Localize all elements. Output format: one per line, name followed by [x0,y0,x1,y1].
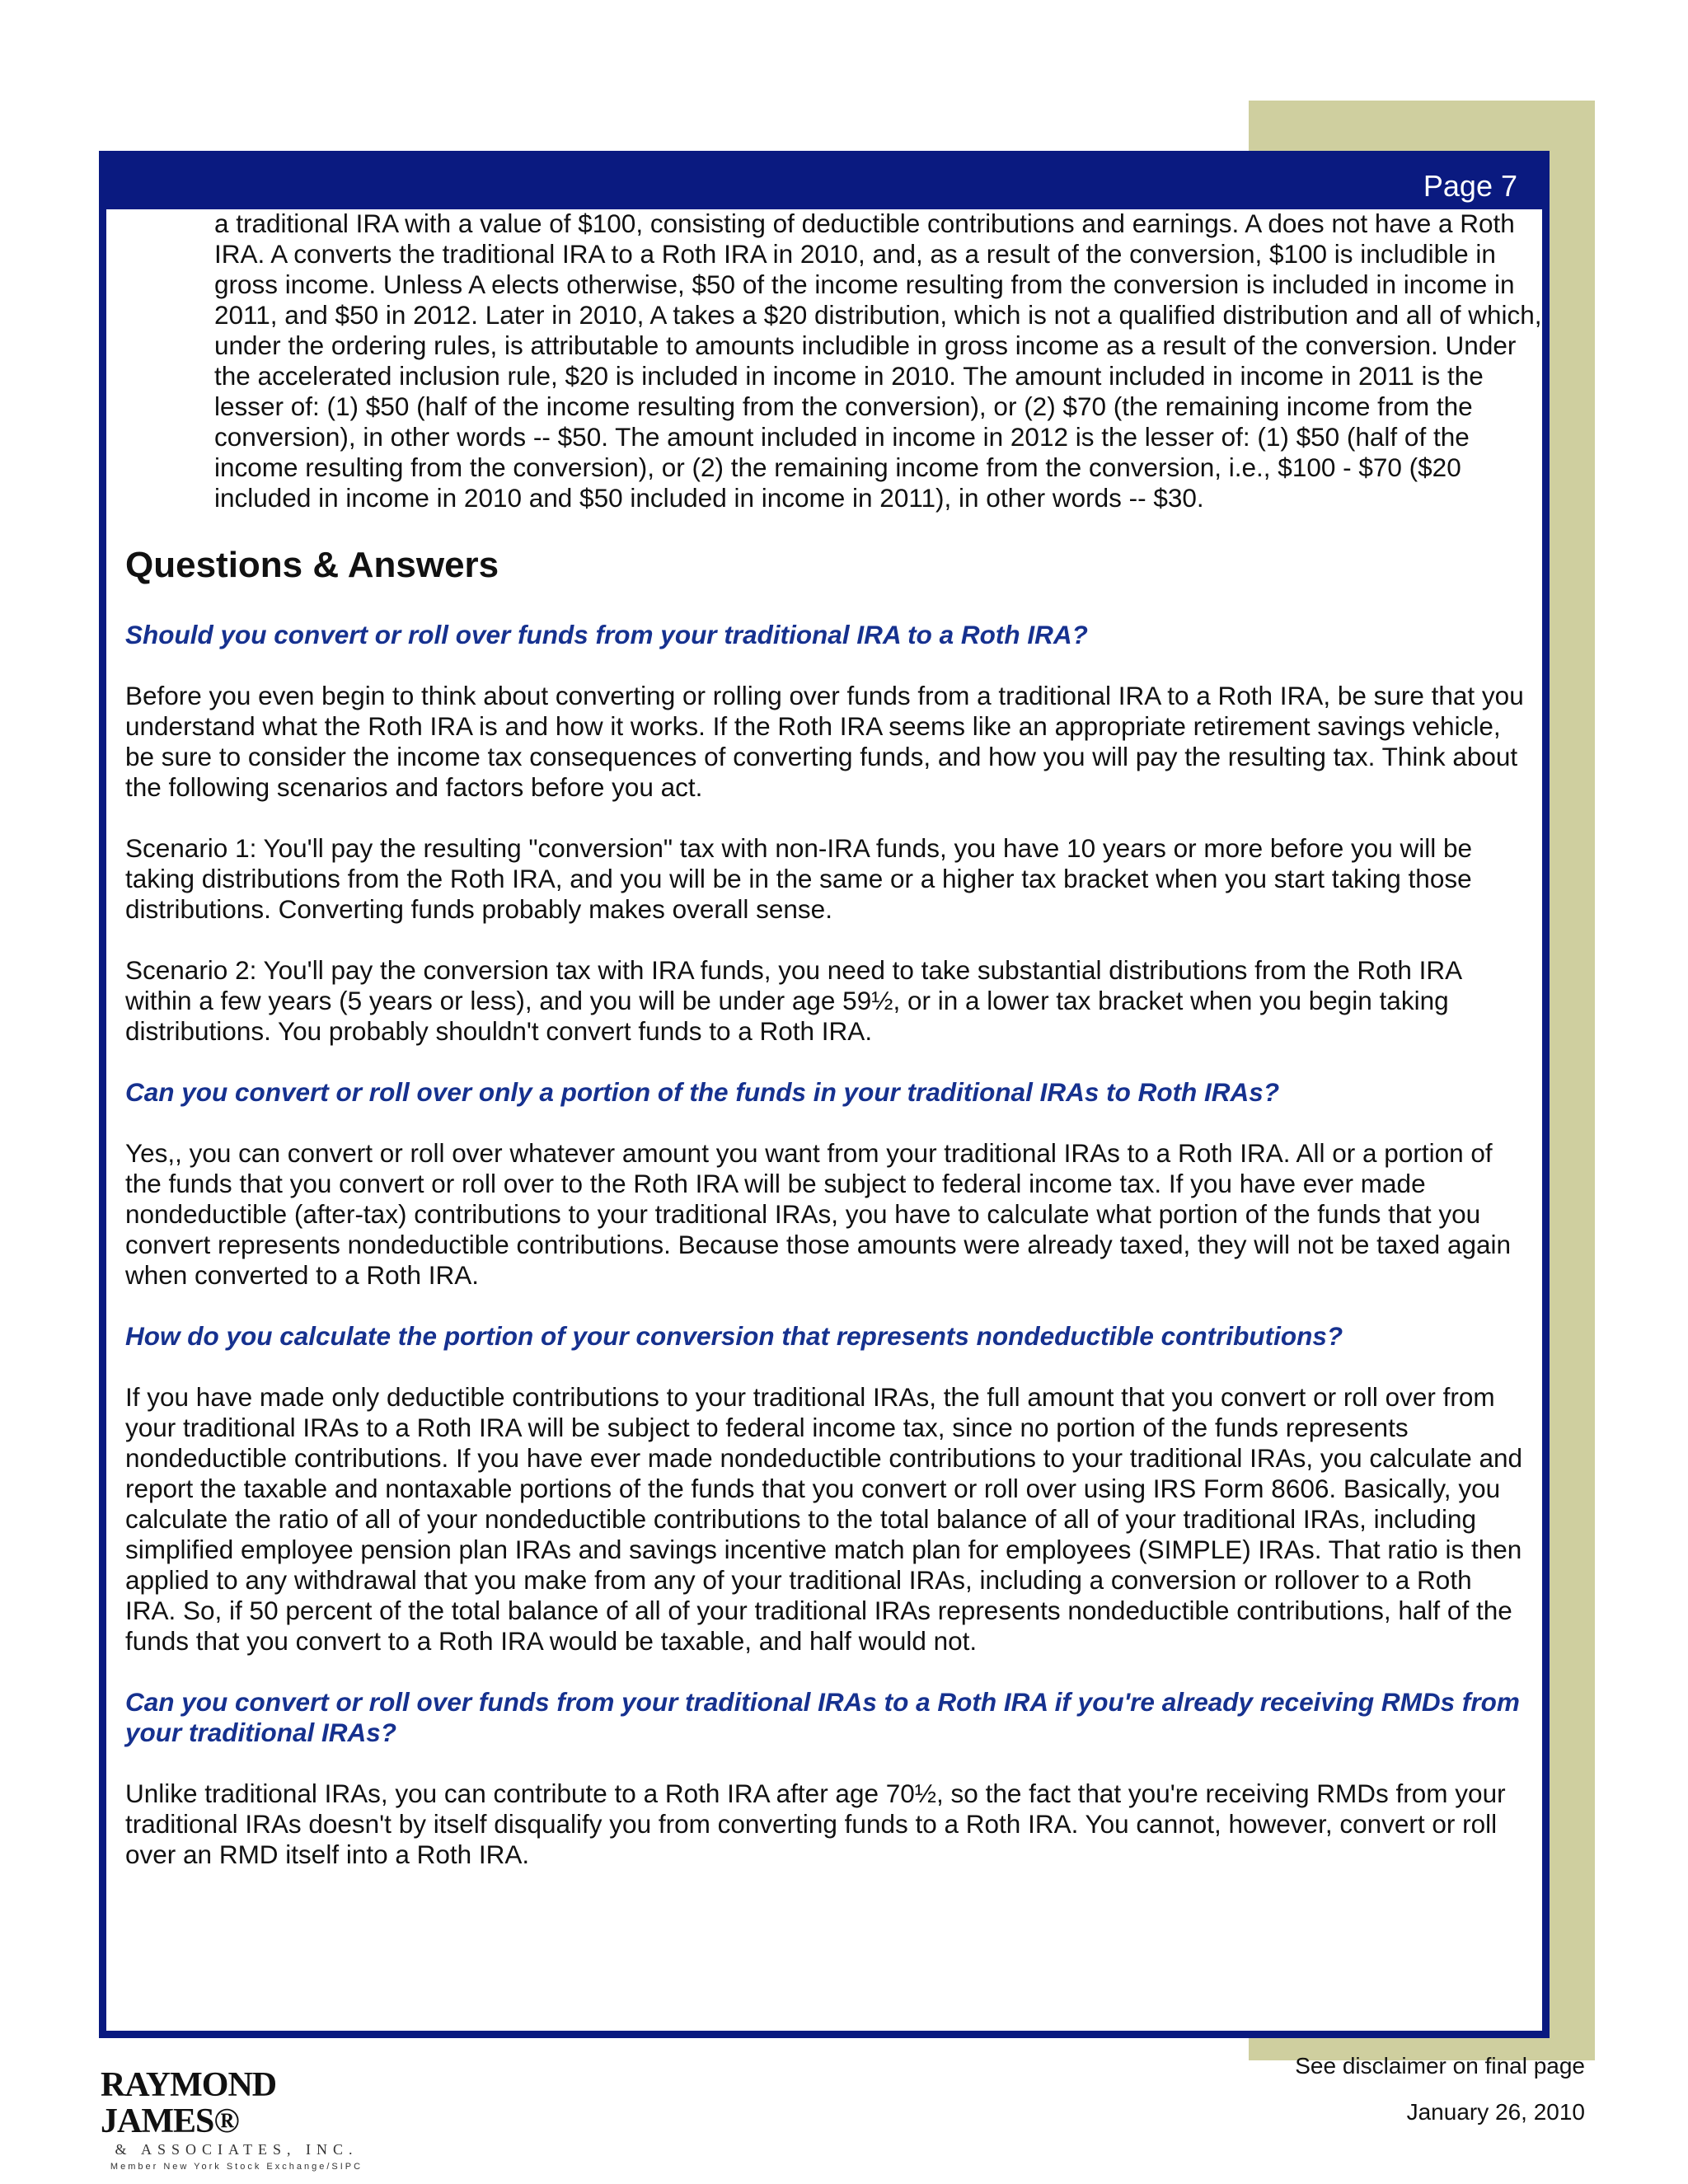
question-heading: Can you convert or roll over funds from your traditional IRAs to a Roth IRA if you're already receiving RMDs from your traditional IRAs? [125,1687,1520,1747]
question-heading: How do you calculate the portion of your conversion that represents nondeductible contributions? [125,1321,1343,1351]
question-heading: Can you convert or roll over only a portion of the funds in your traditional IRAs to Roth IRAs? [125,1077,1280,1107]
raymond-james-logo [101,2067,397,2172]
page-content [125,209,1542,1900]
disclaimer-note: See disclaimer on final page [1295,2053,1585,2079]
frame-header-bar [106,158,1542,209]
logo-member-line: Member New York Stock Exchange/SIPC [110,2162,363,2172]
answer-paragraph: Before you even begin to think about converting or rolling over funds from a traditional IRA to a Roth IRA, be sure that you understand what the Roth IRA is and how it works. If the Roth IRA seems like an appropriate retirement savings vehicle, be sure to consider the income tax consequences of converting funds, and how you will pay the resulting tax. Think about the following scenarios and factors before you act. [125,681,1524,802]
example-paragraph: a traditional IRA with a value of $100, consisting of deductible contributions and earnings. A does not have a Roth IRA. A converts the traditional IRA to a Roth IRA in 2010, and, as a result of the conversion, $100 is includible in gross income. Unless A elects otherwise, $50 of the income resulting from the conversion is included in income in 2011, and $50 in 2012. Later in 2010, A takes a $20 distribution, which is not a qualified distribution and all of which, under the ordering rules, is attributable to amounts includible in gross income as a result of the conversion. Under the accelerated inclusion rule, $20 is included in income in 2010. The amount included in income in 2011 is the lesser of: (1) $50 (half of the income resulting from the conversion), or (2) $70 (the remaining income from the conversion), in other words -- $50. The amount included in income in 2012 is the lesser of: (1) $50 (half of the income resulting from the conversion), or (2) the remaining income from the conversion, i.e., $100 - $70 ($20 included in income in 2010 and $50 included in income in 2011), in other words -- $30. [214,209,1542,513]
answer-paragraph: Unlike traditional IRAs, you can contribute to a Roth IRA after age 70½, so the fact that you're receiving RMDs from your traditional IRAs doesn't by itself disqualify you from converting funds to a Roth IRA. You cannot, however, convert or roll over an RMD itself into a Roth IRA. [125,1779,1506,1869]
answer-paragraph: Scenario 2: You'll pay the conversion tax with IRA funds, you need to take substantial distributions from the Roth IRA within a few years (5 years or less), and you will be under age 59½, or in a lower tax bracket when you begin taking distributions. You probably shouldn't convert funds to a Roth IRA. [125,955,1461,1046]
logo-subtitle: & ASSOCIATES, INC. [115,2141,359,2158]
answer-paragraph: If you have made only deductible contributions to your traditional IRAs, the full amount that you convert or roll over from your traditional IRAs to a Roth IRA will be subject to federal income tax, since no portion of the funds represents nondeductible contributions. If you have ever made nondeductible contributions to your traditional IRAs, you calculate and report the taxable and nontaxable portions of the funds that you convert or roll over using IRS Form 8606. Basically, you calculate the ratio of all of your nondeductible contributions to the total balance of all of your traditional IRAs, including simplified employee pension plan IRAs and savings incentive match plan for employees (SIMPLE) IRAs. That ratio is then applied to any withdrawal that you make from any of your traditional IRAs, including a conversion or rollover to a Roth IRA. So, if 50 percent of the total balance of all of your traditional IRAs represents nondeductible contributions, half of the funds that you convert to a Roth IRA would be taxable, and half would not. [125,1382,1523,1656]
publication-date: January 26, 2010 [1406,2099,1585,2125]
footer-info [1295,2052,1585,2126]
page-number-label: Page 7 [1423,169,1517,203]
logo-name: RAYMOND JAMES® [101,2066,277,2140]
section-title: Questions & Answers [125,545,499,585]
question-heading: Should you convert or roll over funds from your traditional IRA to a Roth IRA? [125,620,1088,649]
answer-paragraph: Scenario 1: You'll pay the resulting "conversion" tax with non-IRA funds, you have 10 years or more before you will be taking distributions from the Roth IRA, and you will be in the same or a higher tax bracket when you start taking those distributions. Converting funds probably makes overall sense. [125,833,1473,924]
answer-paragraph: Yes,, you can convert or roll over whatever amount you want from your traditional IRAs to a Roth IRA. All or a portion of the funds that you convert or roll over to the Roth IRA will be subject to federal income tax. If you have ever made nondeductible (after-tax) contributions to your traditional IRAs, you have to calculate what portion of the funds that you convert represents nondeductible contributions. Because those amounts were already taxed, they will not be taxed again when converted to a Roth IRA. [125,1138,1512,1290]
